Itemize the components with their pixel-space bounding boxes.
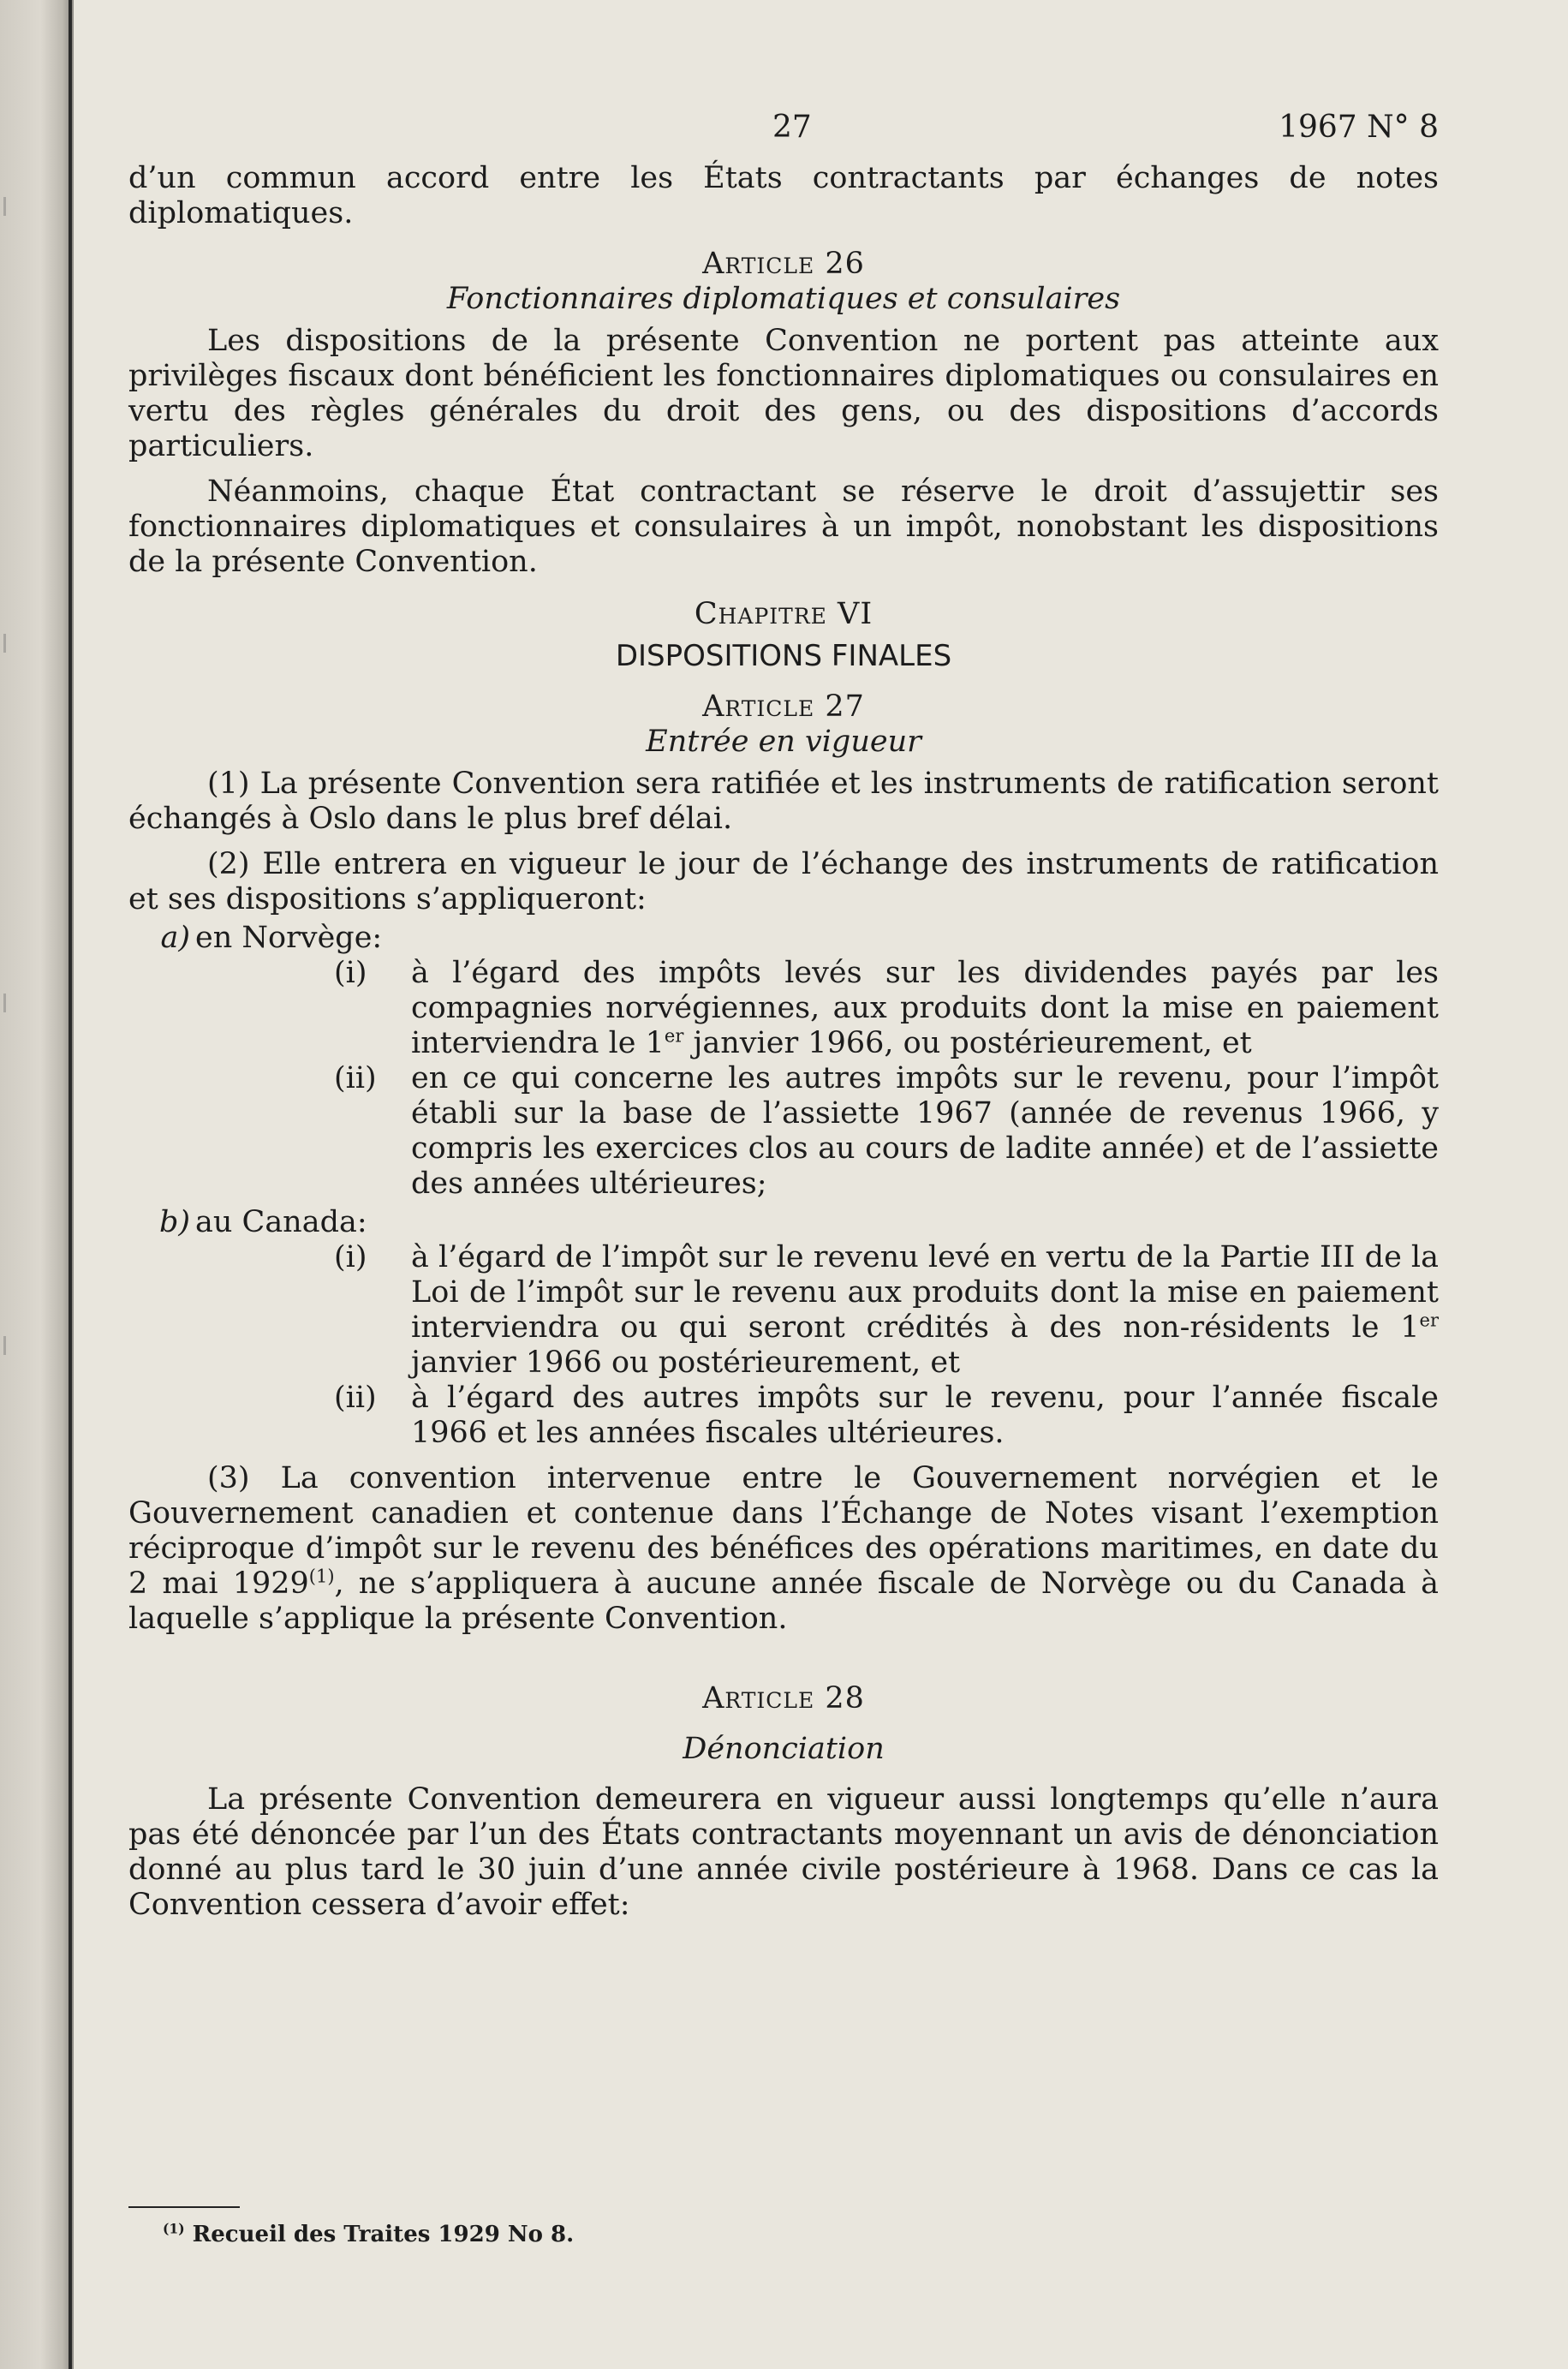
article-28-title: Dénonciation (683, 1732, 885, 1766)
footnote-reference: (1) (308, 1566, 335, 1587)
list-item-label: b) (158, 1205, 190, 1239)
article-27-paragraph-1: (1) La présente Convention sera ratifiée et les instruments de ratification seront échangés à Oslo dans le plus bref délai. (128, 767, 1439, 836)
list-subitem-text: janvier 1966 ou postérieurement, et (411, 1346, 961, 1380)
paragraph-text: , ne s’appliquera à aucune année fiscale de Norvège ou du Canada à laquelle s’applique la présente Convention. (128, 1566, 1439, 1636)
list-subitem-text: en ce qui concerne les autres impôts sur le revenu, pour l’impôt établi sur la base de l’assiette 1967 (année de revenus 1966, y compris les exercices clos au cours de ladite année) et de l’assiette des années ultérieures; (411, 1061, 1439, 1201)
list-item-a (128, 921, 1439, 956)
intro-paragraph: d’un commun accord entre les États contractants par échanges de notes diplomatiques. (128, 161, 1439, 230)
list-item-text: en Norvège: (195, 921, 383, 955)
article-28-paragraph-1: La présente Convention demeurera en vigueur aussi longtemps qu’elle n’aura pas été dénoncée par l’un des États contractants moyennant un avis de dénonciation donné au plus tard le 30 juin d’une année civile postérieure à 1968. Dans ce cas la Convention cessera d’avoir effet: (128, 1782, 1439, 1922)
list-subitem-text: à l’égard des autres impôts sur le revenu, pour l’année fiscale 1966 et les années fiscales ultérieures. (411, 1381, 1439, 1450)
list-subitem-text: janvier 1966, ou postérieurement, et (683, 1026, 1252, 1060)
article-26-paragraph-1: Les dispositions de la présente Convention ne portent pas atteinte aux privilèges fiscaux dont bénéficient les fonctionnaires diplomatiques ou consulaires en vertu des règles générales du droit des gens, ou des dispositions d’accords particuliers. (128, 324, 1439, 463)
superscript: er (1419, 1310, 1439, 1331)
superscript: er (664, 1025, 684, 1047)
bleed-through-mark (3, 197, 15, 216)
list-subitem-label: (i) (334, 1240, 367, 1274)
list-subitem-a-i (128, 956, 1439, 1061)
list-item-label: a) (160, 921, 190, 955)
list-item-b (128, 1205, 1439, 1240)
document-page (128, 110, 1439, 1923)
chapter-title: DISPOSITIONS FINALES (615, 639, 952, 673)
document-reference: 1967 N° 8 (1279, 110, 1439, 145)
bleed-through-mark (3, 634, 15, 653)
list-subitem-b-i (128, 1240, 1439, 1381)
paragraph-text: (3) La convention intervenue entre le Gouvernement norvégien et le Gouvernement canadien et contenue dans l’Échange de Notes visant l’exemption réciproque d’impôt sur le revenu des bénéfices des opérations maritimes, en date du 2 mai 1929 (128, 1461, 1439, 1601)
article-27-paragraph-3 (128, 1461, 1439, 1637)
list-subitem-text: à l’égard de l’impôt sur le revenu levé en vertu de la Partie III de la Loi de l’impôt sur le revenu aux produits dont la mise en paiement interviendra ou qui seront crédités à des non-résidents le 1 (411, 1240, 1439, 1345)
page-binding-shadow (0, 0, 74, 2369)
article-26-paragraph-2: Néanmoins, chaque État contractant se réserve le droit d’assujettir ses fonctionnaires diplomatiques et consulaires à un impôt, nonobstant les dispositions de la présente Convention. (128, 474, 1439, 579)
list-subitem-text: à l’égard des impôts levés sur les dividendes payés par les compagnies norvégiennes, aux produits dont la mise en paiement interviendra le 1 (411, 956, 1439, 1060)
running-header (128, 110, 1439, 161)
bleed-through-mark (3, 994, 15, 1012)
page-number: 27 (772, 110, 812, 145)
article-27-heading: Article 27 (702, 689, 865, 724)
list-subitem-label: (ii) (334, 1061, 377, 1095)
chapter-heading: Chapitre VI (694, 597, 873, 631)
list-subitem-label: (ii) (334, 1381, 377, 1415)
list-subitem-a-ii (128, 1061, 1439, 1202)
list-subitem-label: (i) (334, 956, 367, 990)
list-subitem-b-ii (128, 1381, 1439, 1451)
article-26-heading: Article 26 (702, 247, 865, 281)
article-28-heading: Article 28 (702, 1681, 865, 1716)
bleed-through-mark (3, 1336, 15, 1355)
article-26-title: Fonctionnaires diplomatiques et consulaires (446, 282, 1121, 316)
footnote-text: Recueil des Traites 1929 No 8. (184, 2222, 575, 2247)
footnote (163, 2222, 574, 2247)
list-item-text: au Canada: (195, 1205, 367, 1239)
article-27-paragraph-2: (2) Elle entrera en vigueur le jour de l’échange des instruments de ratification et ses dispositions s’appliqueront: (128, 847, 1439, 916)
footnote-mark: (1) (163, 2220, 185, 2237)
article-27-title: Entrée en vigueur (646, 725, 921, 759)
page-binding-edge (69, 0, 72, 2369)
footnote-divider (128, 2206, 240, 2208)
